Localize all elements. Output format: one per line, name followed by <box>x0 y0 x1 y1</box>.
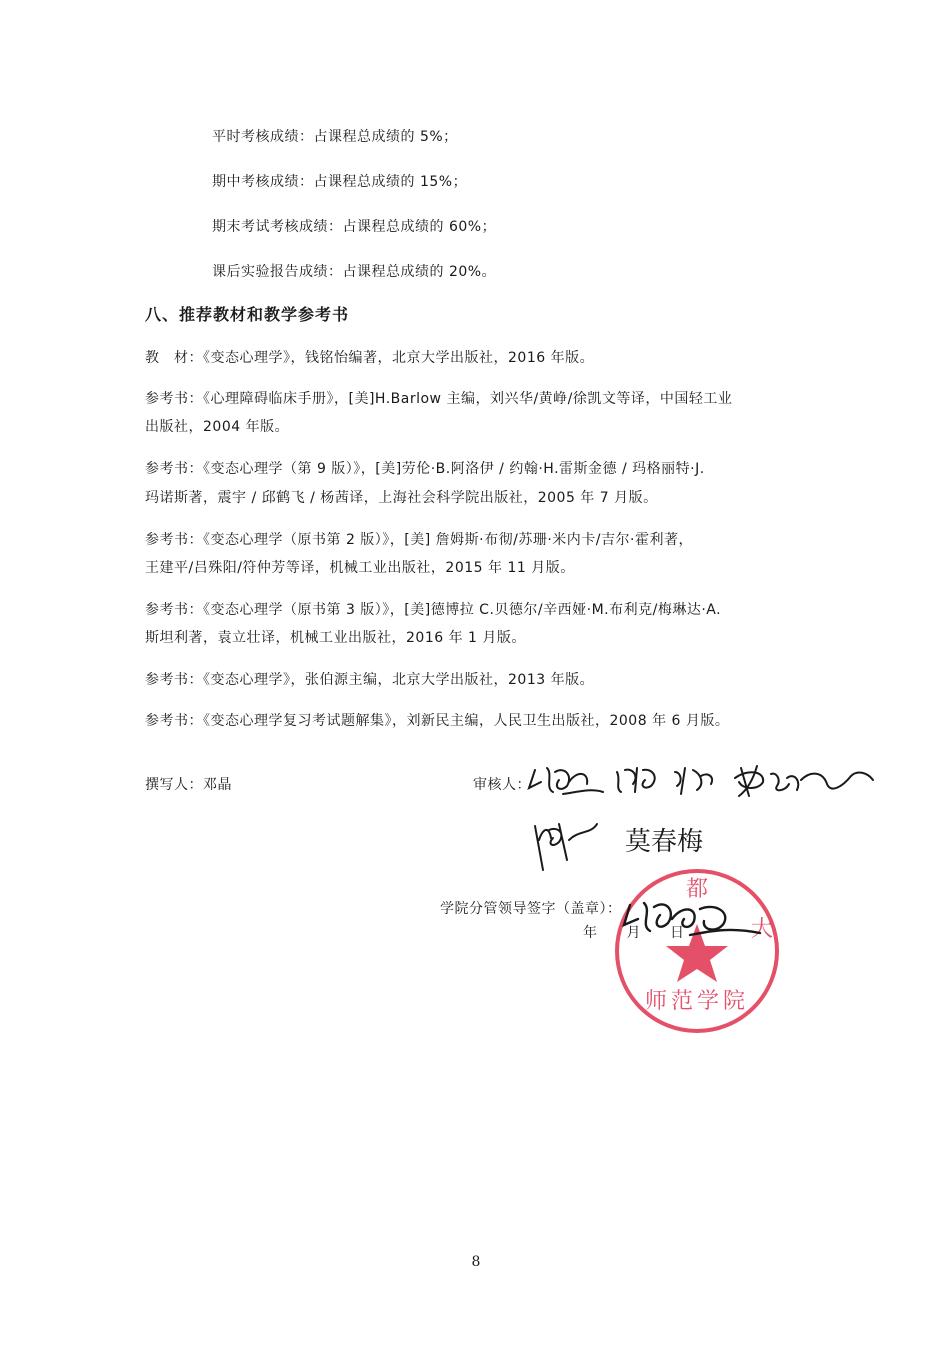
reference-1-line-2: 出版社，2004 年版。 <box>145 419 290 435</box>
reference-4-line-1: 参考书：《变态心理学（原书第 3 版）》，[美]德博拉 C.贝德尔/辛西娅·M.布利克/梅琳达·A. <box>145 602 722 618</box>
reference-3-line-2: 王建平/吕殊阳/符仲芳等译，机械工业出版社，2015 年 11 月版。 <box>145 560 575 576</box>
grading-line-lab: 课后实验报告成绩：占课程总成绩的 20%。 <box>212 264 497 280</box>
seal-text-top: 都 <box>685 877 709 902</box>
reference-5-line: 参考书：《变态心理学》，张伯源主编，北京大学出版社，2013 年版。 <box>145 672 595 688</box>
reviewer-label: 审核人： <box>473 777 531 793</box>
reference-6-line: 参考书：《变态心理学复习考试题解集》，刘新民主编，人民卫生出版社，2008 年 6 月版。 <box>145 713 730 729</box>
writer-label: 撰写人：邓晶 <box>145 777 232 793</box>
seal-text-bottom: 师范学院 <box>644 989 750 1014</box>
leader-signature <box>620 895 780 955</box>
grading-line-regular: 平时考核成绩：占课程总成绩的 5%； <box>212 129 458 145</box>
reviewer-signature-name: 莫春梅 <box>625 827 704 857</box>
reference-2-line-1: 参考书：《变态心理学（第 9 版）》，[美]劳伦·B.阿洛伊 / 约翰·H.雷斯金德 / 玛格丽特·J. <box>145 461 705 477</box>
reference-1-line-1: 参考书：《心理障碍临床手册》，[美]H.Barlow 主编，刘兴华/黄峥/徐凯文等译，中国轻工业 <box>145 391 733 407</box>
reviewer-signatures <box>525 760 905 870</box>
grading-line-final: 期末考试考核成绩：占课程总成绩的 60%； <box>212 219 497 235</box>
textbook-line: 教 材：《变态心理学》，钱铭怡编著，北京大学出版社，2016 年版。 <box>145 350 595 366</box>
seal-text-right: 大 <box>750 917 774 942</box>
leader-signature-label: 学院分管领导签字（盖章）： <box>440 901 622 917</box>
page-number: 8 <box>471 1254 481 1270</box>
date-label: 年 月 日 <box>583 925 685 941</box>
grading-line-midterm: 期中考核成绩：占课程总成绩的 15%； <box>212 174 468 190</box>
reference-2-line-2: 玛诺斯著，震宇 / 邱鹤飞 / 杨茜译，上海社会科学院出版社，2005 年 7 月版。 <box>145 490 658 506</box>
reference-4-line-2: 斯坦利著，袁立壮译，机械工业出版社，2016 年 1 月版。 <box>145 630 526 646</box>
section-heading: 八、推荐教材和教学参考书 <box>145 305 350 324</box>
reference-3-line-1: 参考书：《变态心理学（原书第 2 版）》，[美] 詹姆斯·布彻/苏珊·米内卡/吉尔·霍利著， <box>145 532 693 548</box>
